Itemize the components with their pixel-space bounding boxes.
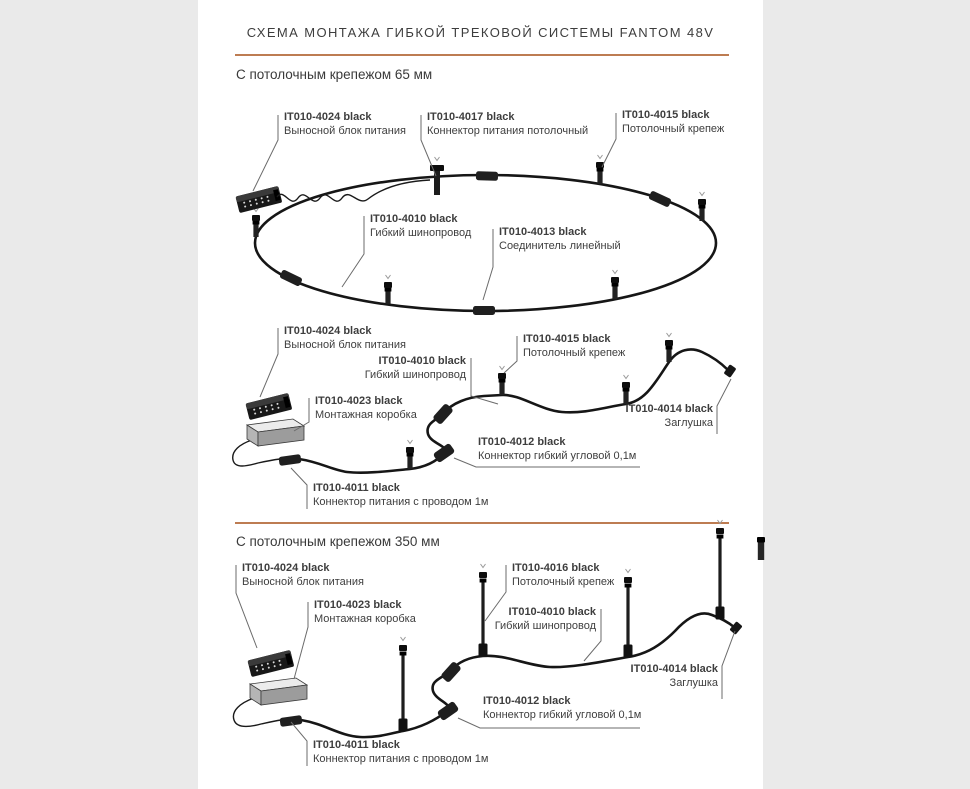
part-code: IT010-4010 black xyxy=(378,355,466,367)
label-it010-4017-s1d1 xyxy=(427,111,588,138)
part-code: IT010-4024 black xyxy=(284,325,372,337)
label-it010-4015-s1d2 xyxy=(523,333,625,360)
corner-connector-icon xyxy=(437,701,460,721)
leader-line xyxy=(294,602,308,679)
part-code: IT010-4024 black xyxy=(284,111,372,123)
ceiling-mount-pin-icon xyxy=(498,366,506,395)
part-desc: Монтажная коробка xyxy=(314,612,416,625)
part-desc: Гибкий шинопровод xyxy=(364,368,466,381)
linear-connector-icon xyxy=(476,171,498,181)
label-it010-4024-s2 xyxy=(242,562,364,589)
leader-line xyxy=(483,229,493,300)
label-it010-4016-s2 xyxy=(512,562,614,589)
leader-line xyxy=(253,115,278,191)
power-supply-icon xyxy=(245,393,292,420)
label-it010-4012-s1d2 xyxy=(478,436,636,463)
label-it010-4010-s2 xyxy=(495,606,596,633)
label-it010-4010-s1d1 xyxy=(370,213,471,240)
part-code: IT010-4014 black xyxy=(625,403,713,415)
part-desc: Коннектор питания потолочный xyxy=(427,124,589,137)
label-it010-4015-s1d1 xyxy=(622,109,724,136)
leader-line xyxy=(717,379,731,434)
part-code: IT010-4023 black xyxy=(315,395,403,407)
part-desc: Коннектор гибкий угловой 0,1м xyxy=(478,449,637,462)
power-connector-icon xyxy=(279,715,302,727)
ceiling-pendant-icon xyxy=(716,520,725,620)
part-desc: Соединитель линейный xyxy=(499,239,621,252)
label-it010-4014-s1d2 xyxy=(626,403,713,430)
part-code: IT010-4012 black xyxy=(478,436,566,448)
part-code: IT010-4013 black xyxy=(499,226,587,238)
label-it010-4023-s2 xyxy=(314,599,416,626)
power-connector-icon xyxy=(278,454,301,466)
ceiling-mount-pin-icon xyxy=(406,440,414,469)
leader-line xyxy=(342,216,364,287)
linear-connector-icon xyxy=(648,190,672,207)
part-desc: Выносной блок питания xyxy=(284,124,406,137)
end-cap-icon xyxy=(729,621,742,635)
label-it010-4012-s2 xyxy=(483,695,641,722)
part-desc: Коннектор гибкий угловой 0,1м xyxy=(483,708,642,721)
leader-line xyxy=(602,113,616,167)
ceiling-pendant-icon xyxy=(399,637,408,732)
linear-connector-icon xyxy=(279,269,303,287)
part-code: IT010-4024 black xyxy=(242,562,330,574)
ceiling-mount-pin-icon xyxy=(596,155,604,184)
part-code: IT010-4012 black xyxy=(483,695,571,707)
leader-line xyxy=(291,468,307,509)
part-code: IT010-4023 black xyxy=(314,599,402,611)
part-code: IT010-4010 black xyxy=(508,606,596,618)
ceiling-mount-pin-icon xyxy=(384,275,392,304)
part-desc: Заглушка xyxy=(669,676,718,689)
part-desc: Потолочный крепеж xyxy=(622,122,725,135)
part-code: IT010-4010 black xyxy=(370,213,458,225)
part-desc: Потолочный крепеж xyxy=(512,575,615,588)
part-code: IT010-4011 black xyxy=(313,482,400,494)
part-desc: Коннектор питания с проводом 1м xyxy=(313,495,489,508)
label-it010-4023-s1d2 xyxy=(315,395,417,422)
power-supply-icon xyxy=(247,650,294,677)
part-desc: Выносной блок питания xyxy=(284,338,406,351)
ceiling-pendant-icon xyxy=(624,569,633,658)
ceiling-pendant-icon xyxy=(479,564,488,657)
leader-line xyxy=(504,336,517,373)
label-it010-4013-s1d1 xyxy=(499,226,621,253)
part-desc: Выносной блок питания xyxy=(242,575,364,588)
part-code: IT010-4017 black xyxy=(427,111,515,123)
leader-line xyxy=(722,631,735,699)
ceiling-mount-pin-icon xyxy=(611,270,619,299)
label-it010-4024-s1d2 xyxy=(284,325,406,352)
part-code: IT010-4015 black xyxy=(622,109,710,121)
leader-line xyxy=(260,328,278,397)
ceiling-mount-pin-icon xyxy=(757,537,765,560)
leader-line xyxy=(291,722,307,766)
part-code: IT010-4011 black xyxy=(313,739,400,751)
part-desc: Заглушка xyxy=(664,416,713,429)
ceiling-mount-pin-icon xyxy=(622,375,630,404)
part-desc: Монтажная коробка xyxy=(315,408,417,421)
part-code: IT010-4014 black xyxy=(630,663,718,675)
part-code: IT010-4015 black xyxy=(523,333,611,345)
label-it010-4011-s1d2 xyxy=(313,482,488,509)
part-desc: Потолочный крепеж xyxy=(523,346,626,359)
section-heading-350mm: С потолочным крепежом 350 мм xyxy=(236,534,440,549)
part-code: IT010-4016 black xyxy=(512,562,600,574)
part-desc: Коннектор питания с проводом 1м xyxy=(313,752,489,765)
power-supply-icon xyxy=(235,186,282,213)
diagram-title: СХЕМА МОНТАЖА ГИБКОЙ ТРЕКОВОЙ СИСТЕМЫ FANTOM 48V xyxy=(246,25,715,40)
label-it010-4024-s1d1 xyxy=(284,111,406,138)
label-it010-4010-s1d2 xyxy=(365,355,466,382)
power-wire xyxy=(277,180,430,201)
part-desc: Гибкий шинопровод xyxy=(370,226,472,239)
label-it010-4014-s2 xyxy=(631,663,718,690)
oval-track-diagram xyxy=(235,155,716,315)
part-desc: Гибкий шинопровод xyxy=(494,619,596,632)
linear-connector-icon xyxy=(473,306,495,315)
label-it010-4011-s2 xyxy=(313,739,488,766)
mounting-box-icon xyxy=(247,419,304,446)
section-heading-65mm: С потолочным крепежом 65 мм xyxy=(236,67,433,82)
mounting-box-icon xyxy=(250,678,307,705)
